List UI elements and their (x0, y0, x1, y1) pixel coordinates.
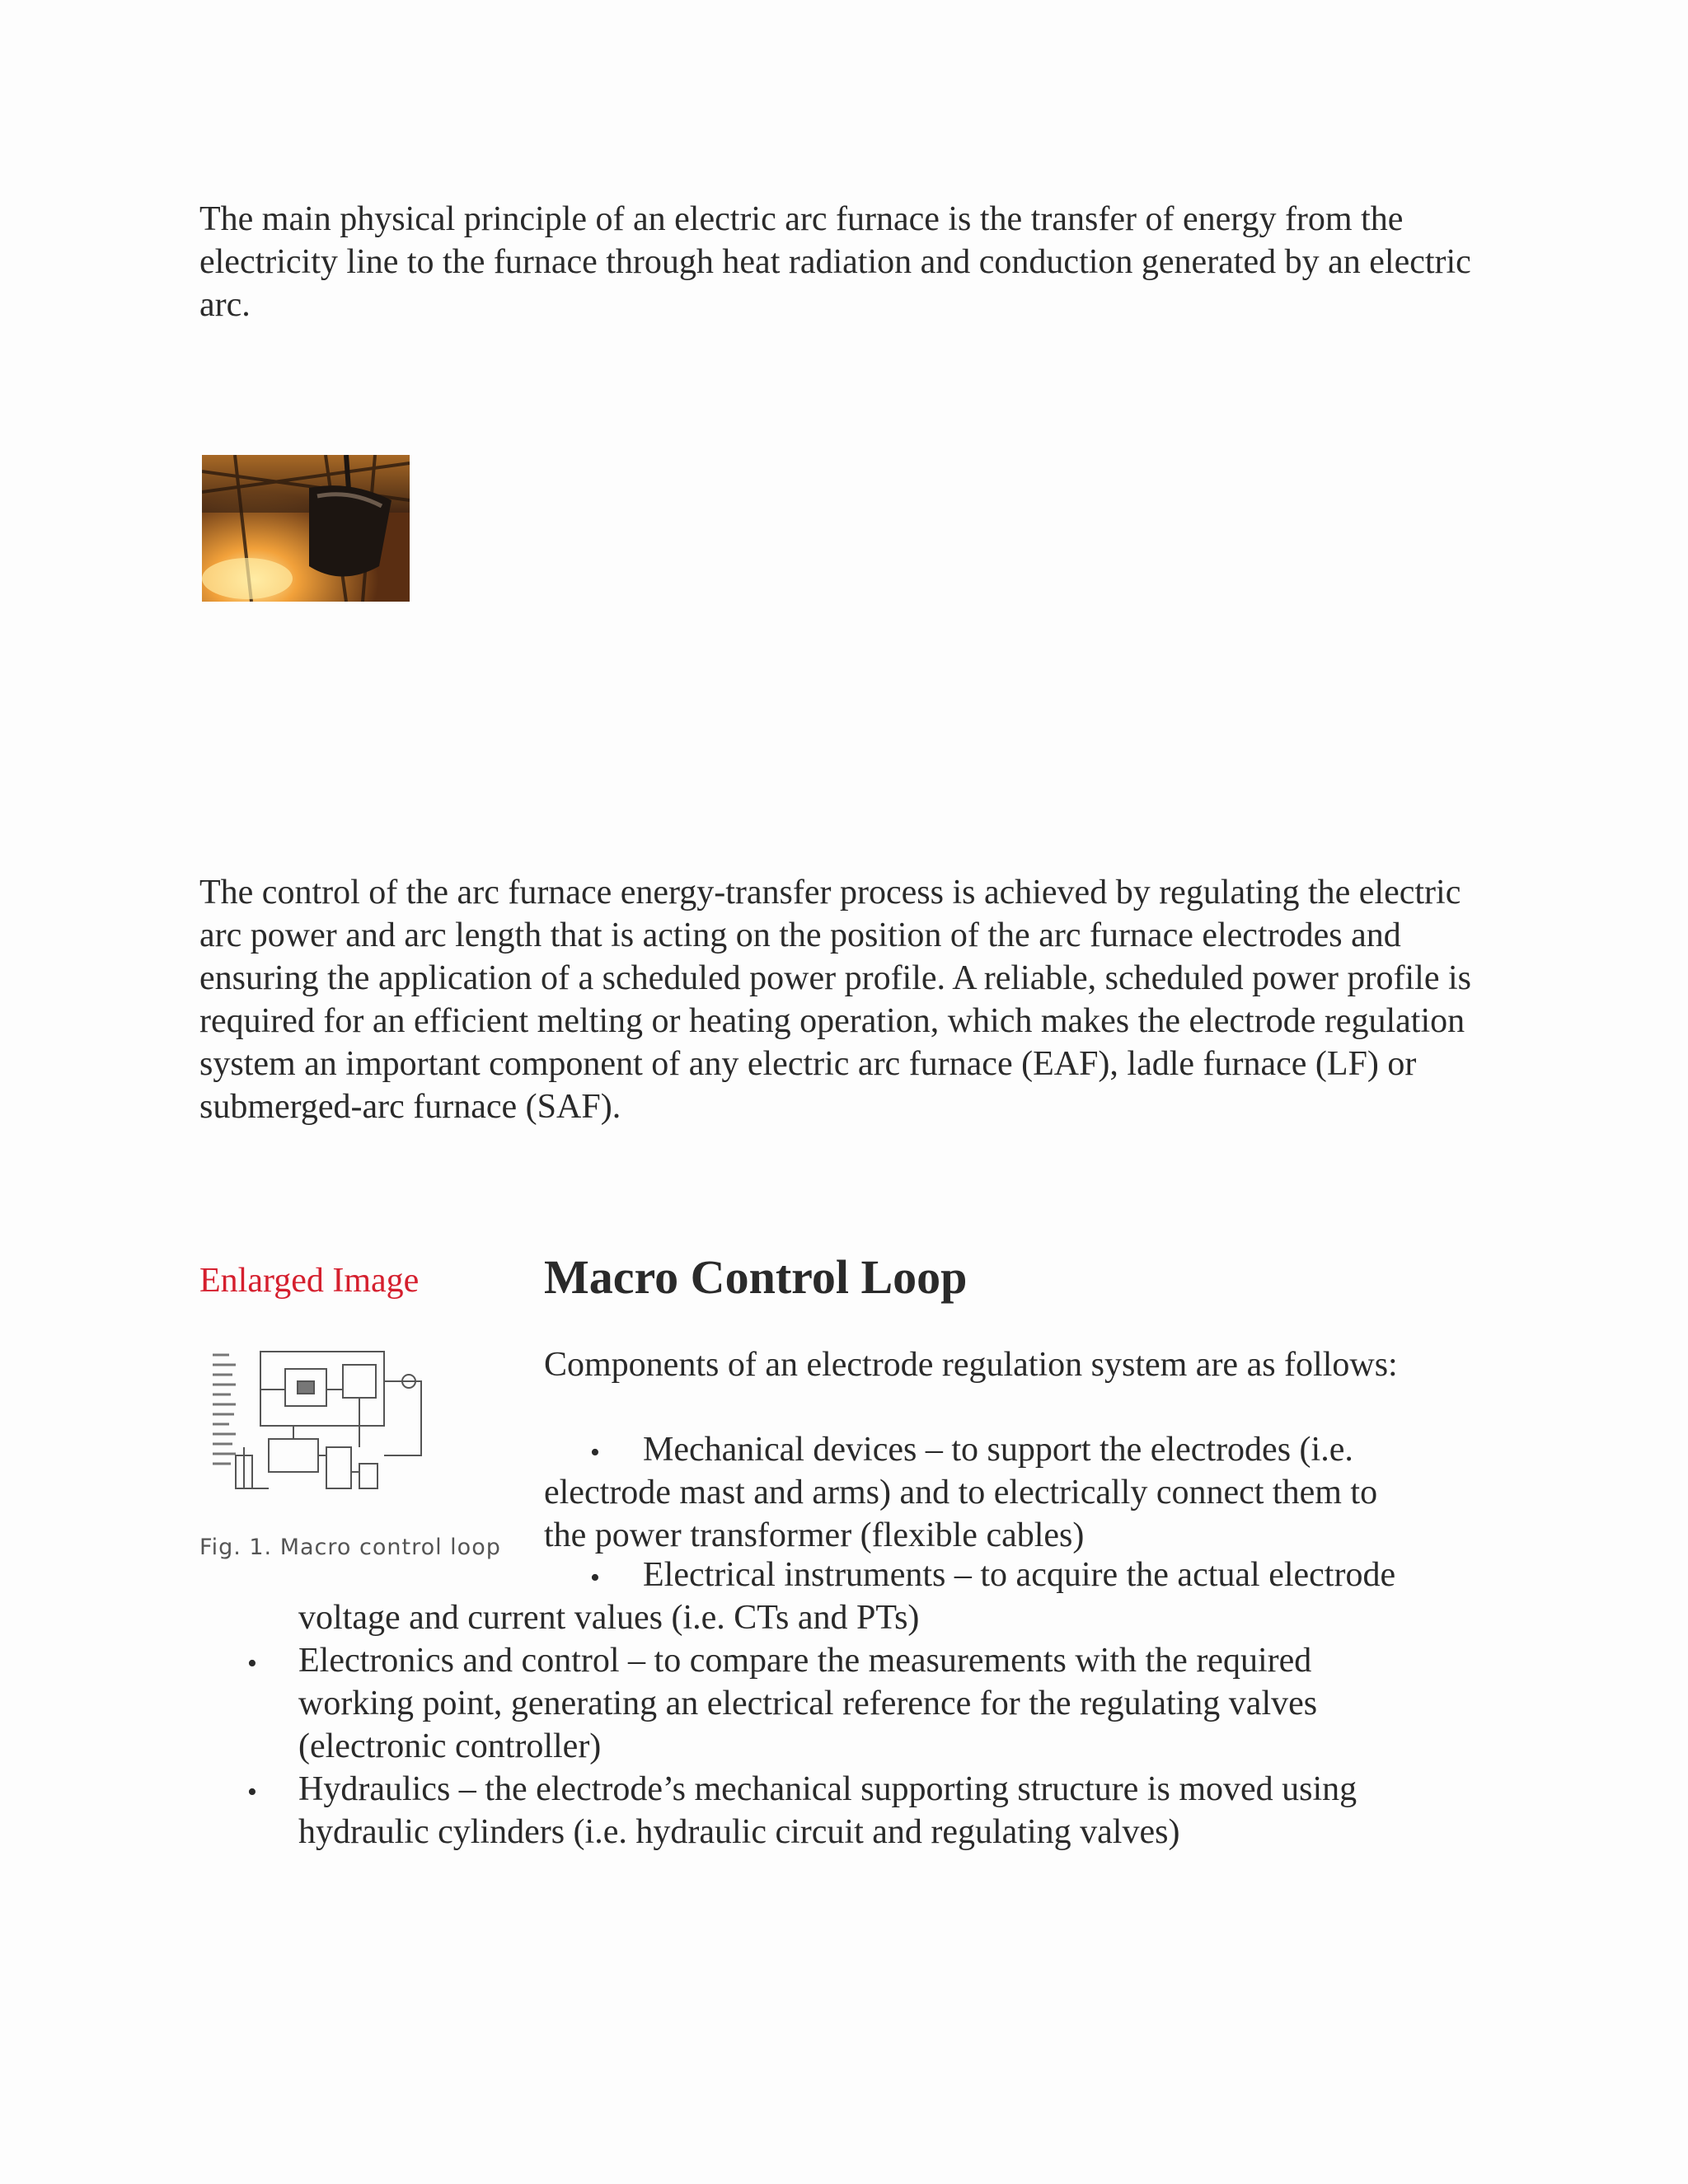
arc-furnace-photo (202, 455, 410, 602)
control-paragraph: The control of the arc furnace energy-transfer process is achieved by regulating the electric arc power and arc length that is acting on the position of the arc furnace electrodes and ensuring the application of a scheduled power profile. A reliable, scheduled power profile is required for an efficient melting or heating operation, which makes the electrode regulation system an important component of any electric arc furnace (EAF), ladle furnace (LF) or submerged-arc furnace (SAF). (199, 874, 1472, 1126)
bullet-marker: • (590, 1437, 600, 1468)
figure-caption: Fig. 1. Macro control loop (199, 1535, 501, 1560)
macro-control-loop-diagram (211, 1348, 430, 1498)
bullet-marker: • (590, 1563, 600, 1593)
list-item-electrical-line: Electrical instruments – to acquire the actual electrode (643, 1556, 1396, 1594)
list-item-electronics-line: working point, generating an electrical reference for the regulating valves (298, 1685, 1318, 1722)
list-item-mechanical-line: electrode mast and arms) and to electrically connect them to (544, 1474, 1378, 1511)
list-item-hydraulics-line: Hydraulics – the electrode’s mechanical supporting structure is moved using (298, 1770, 1357, 1808)
bullet-marker: • (247, 1777, 257, 1807)
list-item-electrical-line: voltage and current values (i.e. CTs and PTs) (298, 1599, 920, 1637)
enlarged-image-link[interactable]: Enlarged Image (199, 1262, 420, 1300)
bullet-marker: • (247, 1648, 257, 1679)
section-heading: Macro Control Loop (544, 1250, 968, 1304)
list-item-electronics-line: (electronic controller) (298, 1727, 602, 1765)
list-item-mechanical-line: Mechanical devices – to support the electrodes (i.e. (643, 1431, 1353, 1469)
intro-paragraph: The main physical principle of an electric arc furnace is the transfer of energy from the electricity line to the furnace through heat radiation and conduction generated by an electric arc. (199, 200, 1471, 324)
section-intro: Components of an electrode regulation system are as follows: (544, 1346, 1398, 1384)
list-item-electronics-line: Electronics and control – to compare the measurements with the required (298, 1642, 1312, 1680)
list-item-mechanical-line: the power transformer (flexible cables) (544, 1516, 1085, 1554)
list-item-hydraulics-line: hydraulic cylinders (i.e. hydraulic circuit and regulating valves) (298, 1813, 1180, 1851)
